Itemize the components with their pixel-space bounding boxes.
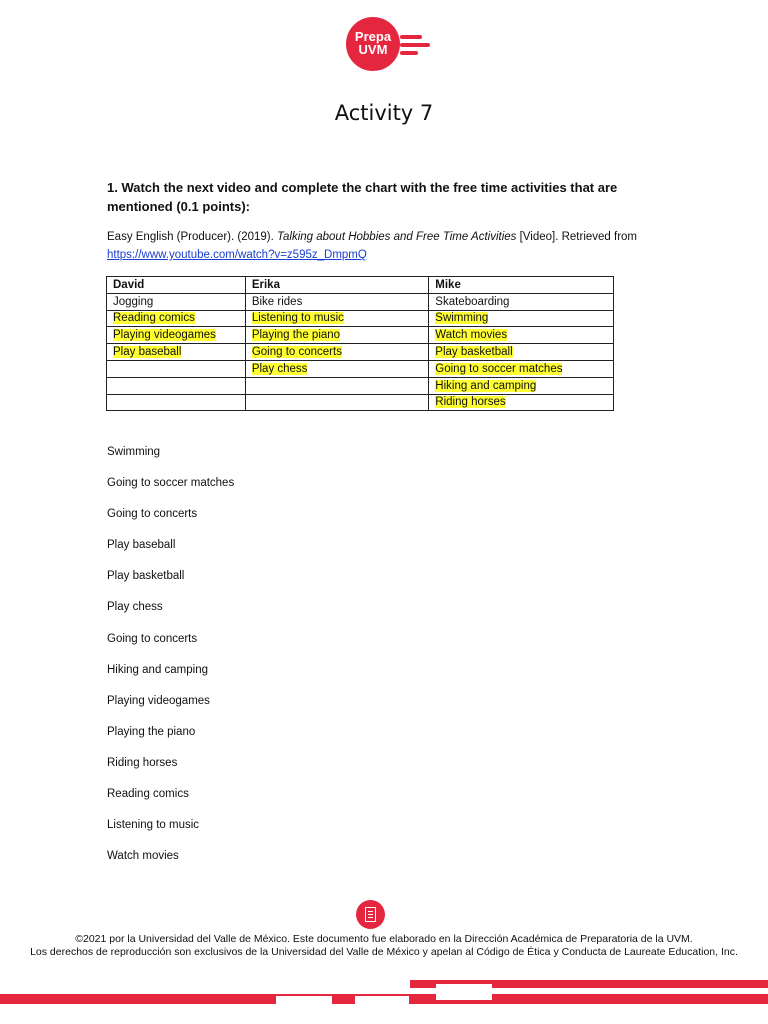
- cell-text: Going to soccer matches: [435, 362, 563, 375]
- cell-david: [107, 293, 246, 310]
- activities-table: [106, 276, 614, 411]
- cell-erika: [245, 377, 428, 394]
- cell-erika: [245, 293, 428, 310]
- cell-erika: [245, 310, 428, 327]
- cell-text: Playing the piano: [251, 329, 341, 342]
- footer-line-1: ©2021 por la Universidad del Valle de México. Este documento fue elaborado en la Dirección Académica de Preparatoria de la UVM.: [75, 933, 693, 945]
- list-item: Swimming: [107, 446, 161, 458]
- footer: [0, 933, 768, 959]
- cell-mike: [429, 310, 614, 327]
- logo-circle: [346, 17, 400, 71]
- list-item: Playing the piano: [107, 725, 196, 738]
- logo-text-uvm: UVM: [358, 42, 388, 57]
- table-header-row: [107, 277, 614, 294]
- cell-text: Going to concerts: [251, 346, 342, 359]
- cell-text: Bike rides: [251, 295, 303, 308]
- cell-text: Play baseball: [113, 346, 182, 359]
- citation-suffix: [Video]. Retrieved from: [516, 231, 638, 243]
- cell-erika: [245, 344, 428, 361]
- table-row: [107, 360, 614, 377]
- cell-erika: [245, 394, 428, 411]
- page-title: Activity 7: [334, 101, 434, 125]
- header-erika: Erika: [245, 277, 428, 294]
- cell-mike: [429, 360, 614, 377]
- cell-mike: [429, 327, 614, 344]
- cell-text: Watch movies: [435, 329, 508, 342]
- cell-david: [107, 327, 246, 344]
- logo-bars: [400, 35, 430, 59]
- list-item: Play basketball: [107, 570, 185, 583]
- cell-david: [107, 344, 246, 361]
- cell-text: Hiking and camping: [435, 379, 537, 392]
- table-row: [107, 344, 614, 361]
- citation-prefix: Easy English (Producer). (2019).: [107, 231, 278, 243]
- citation-work-title: Talking about Hobbies and Free Time Activities: [277, 231, 517, 243]
- question-text: 1. Watch the next video and complete the chart with the free time activities that are mentioned (0.1 points):: [107, 180, 618, 214]
- cell-david: [107, 360, 246, 377]
- stripe-gap-3: [436, 984, 492, 1000]
- list-item: Play baseball: [107, 539, 176, 552]
- document-icon: [356, 900, 385, 929]
- list-item: Watch movies: [107, 850, 179, 863]
- list-item: Play chess: [107, 601, 163, 614]
- cell-text: Play chess: [251, 362, 308, 375]
- footer-line-2: Los derechos de reproducción son exclusivos de la Universidad del Valle de México y apelan al Código de Ética y Conducta de Laureate Education, Inc.: [30, 946, 738, 958]
- prepa-uvm-logo: [346, 17, 436, 75]
- table-row: [107, 377, 614, 394]
- cell-david: [107, 377, 246, 394]
- logo-text-prepa: Prepa: [354, 29, 392, 44]
- video-link[interactable]: https://www.youtube.com/watch?v=z595z_DmpmQ: [107, 249, 367, 261]
- table-row: [107, 310, 614, 327]
- table-row: [107, 293, 614, 310]
- table-row: [107, 327, 614, 344]
- list-item: Reading comics: [107, 788, 189, 801]
- cell-erika: [245, 360, 428, 377]
- cell-text: Play basketball: [435, 346, 513, 359]
- cell-text: Listening to music: [251, 312, 344, 325]
- cell-text: Swimming: [435, 312, 489, 325]
- list-item: Going to soccer matches: [107, 477, 235, 490]
- cell-text: Riding horses: [435, 396, 506, 409]
- header-david: David: [107, 277, 246, 294]
- list-item: Riding horses: [107, 756, 178, 769]
- list-item: Going to concerts: [107, 632, 198, 645]
- table-row: [107, 394, 614, 411]
- cell-text: Jogging: [113, 295, 154, 308]
- cell-text: Reading comics: [113, 312, 195, 325]
- cell-text: Playing videogames: [113, 329, 216, 342]
- list-item: Going to concerts: [107, 508, 198, 521]
- cell-mike: [429, 394, 614, 411]
- cell-david: [107, 394, 246, 411]
- citation: [107, 228, 667, 264]
- header-mike: Mike: [429, 277, 614, 294]
- list-item: Playing videogames: [107, 694, 210, 707]
- cell-mike: [429, 344, 614, 361]
- cell-erika: [245, 327, 428, 344]
- stripe-gap-2: [355, 996, 409, 1004]
- list-item: Listening to music: [107, 819, 200, 832]
- cell-david: [107, 310, 246, 327]
- cell-text: Skateboarding: [435, 295, 510, 308]
- word-list: [107, 442, 234, 877]
- cell-mike: [429, 293, 614, 310]
- stripe-gap-1: [276, 996, 332, 1004]
- cell-mike: [429, 377, 614, 394]
- list-item: Hiking and camping: [107, 663, 209, 676]
